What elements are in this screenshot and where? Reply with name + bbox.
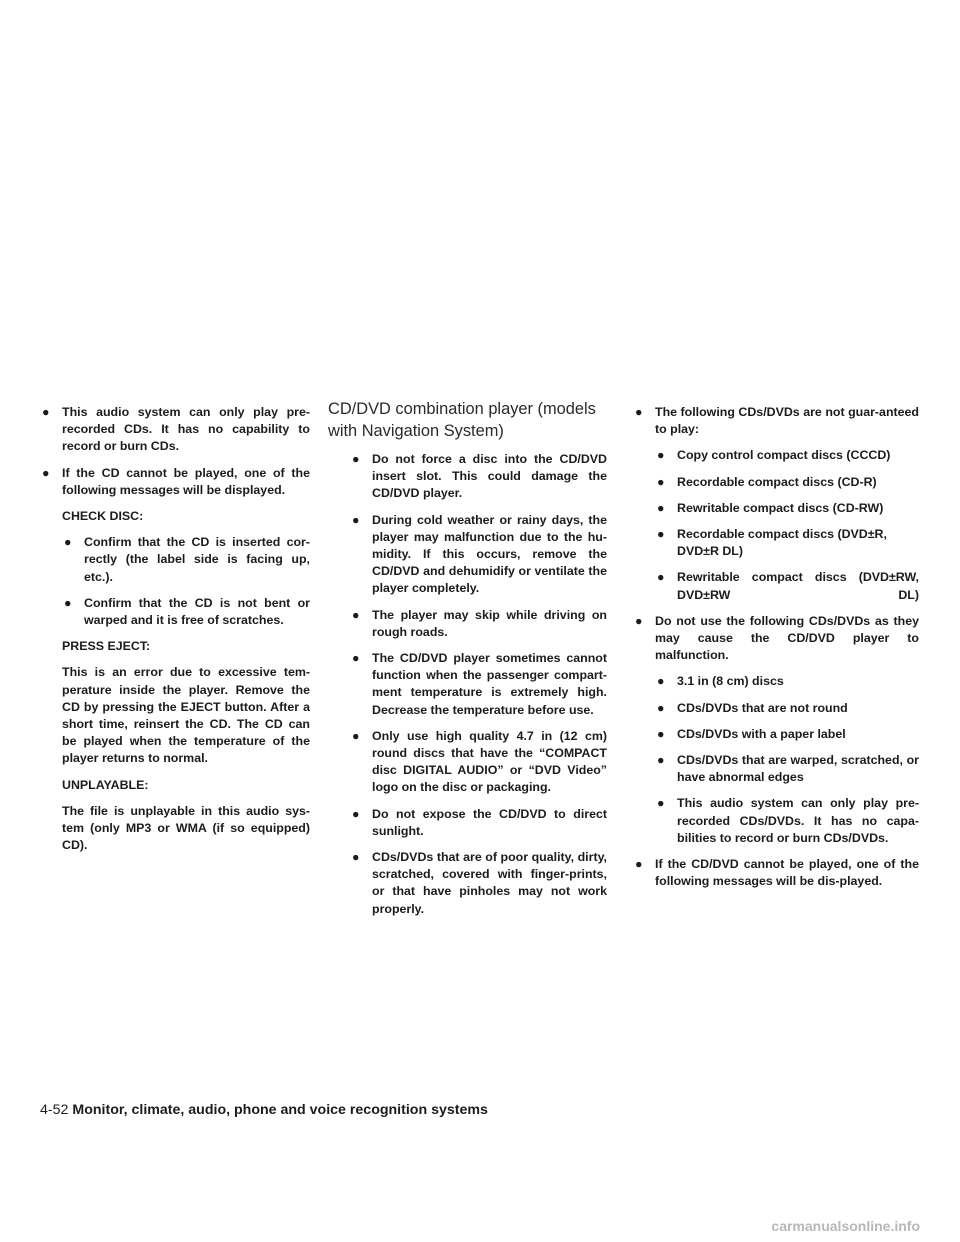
press-eject-text: This is an error due to excessive tem-perature inside the player. Remove the CD by pressing the EJECT button. After a short time, reinsert the CD. The CD can be played when the temperature of the player returns to normal. bbox=[62, 665, 310, 766]
sub-bullet-item bbox=[633, 526, 919, 560]
bullet-icon: ● bbox=[64, 595, 72, 610]
bullet-icon: ● bbox=[635, 405, 643, 419]
bullet-text: Do not expose the CD/DVD to direct sunlight. bbox=[372, 806, 607, 838]
bullet-text: Recordable compact discs (CD-R) bbox=[677, 474, 877, 489]
bullet-text: During cold weather or rainy days, the player may malfunction due to the hu-midity. If this occurs, remove the CD/DVD and dehumidify or ventilate the player completely. bbox=[372, 512, 607, 596]
bullet-text: CDs/DVDs that are of poor quality, dirty, scratched, covered with finger-prints, or that have pinholes may not work properly. bbox=[372, 850, 607, 916]
bullet-text: Only use high quality 4.7 in (12 cm) round discs that have the “COMPACT disc DIGITAL AUDIO” or “DVD Video” logo on the disc or packaging. bbox=[372, 728, 607, 795]
bullet-icon: ● bbox=[635, 857, 643, 872]
section-heading: CD/DVD combination player (models with Navigation System) bbox=[328, 400, 596, 440]
bullet-text: Confirm that the CD is not bent or warped and it is free of scratches. bbox=[84, 595, 310, 628]
bullet-text: Confirm that the CD is inserted cor-rectly (the label side is facing up, etc.). bbox=[84, 535, 310, 584]
bullet-item bbox=[328, 607, 607, 641]
bullet-icon: ● bbox=[635, 613, 643, 628]
bullet-icon: ● bbox=[64, 535, 72, 550]
bullet-item bbox=[328, 849, 607, 918]
sub-bullet-item bbox=[633, 474, 919, 491]
bullet-text: Rewritable compact discs (DVD±RW, DVD±RW DL) bbox=[677, 570, 919, 602]
bullet-icon: ● bbox=[352, 806, 360, 821]
bullet-text: The CD/DVD player sometimes cannot function when the passenger compart-ment temperature is extremely high. Decrease the temperature before use. bbox=[372, 651, 607, 717]
bullet-item bbox=[328, 728, 607, 797]
column-middle bbox=[328, 400, 607, 927]
bullet-icon: ● bbox=[352, 651, 360, 666]
bullet-text: The following CDs/DVDs are not guar-anteed to play: bbox=[655, 405, 919, 437]
bullet-icon: ● bbox=[42, 465, 50, 480]
bullet-icon: ● bbox=[657, 700, 665, 715]
bullet-icon: ● bbox=[657, 570, 665, 585]
sub-bullet-item bbox=[633, 700, 919, 717]
bullet-text: The player may skip while driving on rough roads. bbox=[372, 607, 607, 639]
sub-bullet-item bbox=[633, 795, 919, 847]
sub-bullet-item bbox=[40, 595, 310, 629]
bullet-icon: ● bbox=[657, 796, 665, 811]
bullet-text: Copy control compact discs (CCCD) bbox=[677, 448, 891, 463]
bullet-icon: ● bbox=[352, 452, 360, 466]
bullet-text: Rewritable compact discs (CD-RW) bbox=[677, 500, 884, 515]
watermark: carmanualsonline.info bbox=[771, 1218, 920, 1234]
bullet-item bbox=[328, 512, 607, 598]
sub-bullet-item bbox=[633, 752, 919, 786]
bullet-text: Recordable compact discs (DVD±R, DVD±R DL) bbox=[677, 527, 887, 559]
bullet-icon: ● bbox=[657, 726, 665, 741]
bullet-text: This audio system can only play pre-recorded CDs/DVDs. It has no capa-bilities to record or burn CDs/DVDs. bbox=[677, 796, 919, 845]
bullet-item bbox=[328, 806, 607, 840]
bullet-icon: ● bbox=[352, 512, 360, 527]
sub-bullet-item bbox=[633, 726, 919, 743]
check-disc-heading: CHECK DISC: bbox=[62, 509, 144, 524]
bullet-icon: ● bbox=[657, 753, 665, 768]
sub-bullet-item bbox=[40, 534, 310, 586]
bullet-text: If the CD/DVD cannot be played, one of the following messages will be dis-played. bbox=[655, 857, 919, 889]
press-eject-heading: PRESS EJECT: bbox=[62, 639, 151, 654]
sub-bullet-item bbox=[633, 447, 919, 464]
column-left bbox=[40, 404, 310, 863]
sub-bullet-item bbox=[633, 673, 919, 690]
bullet-icon: ● bbox=[42, 405, 50, 419]
bullet-text: 3.1 in (8 cm) discs bbox=[677, 674, 784, 689]
sub-bullet-item bbox=[633, 569, 919, 603]
bullet-icon: ● bbox=[657, 500, 665, 515]
bullet-icon: ● bbox=[657, 527, 665, 542]
unplayable-heading: UNPLAYABLE: bbox=[62, 777, 149, 792]
bullet-item bbox=[328, 451, 607, 503]
column-right bbox=[633, 404, 919, 899]
bullet-text: Do not force a disc into the CD/DVD insert slot. This could damage the CD/DVD player. bbox=[372, 452, 607, 501]
bullet-icon: ● bbox=[352, 850, 360, 865]
bullet-icon: ● bbox=[657, 448, 665, 463]
footer-title: Monitor, climate, audio, phone and voice recognition systems bbox=[72, 1102, 488, 1118]
bullet-icon: ● bbox=[352, 607, 360, 622]
bullet-icon: ● bbox=[657, 674, 665, 689]
bullet-text: CDs/DVDs with a paper label bbox=[677, 726, 846, 741]
bullet-item bbox=[633, 613, 919, 665]
page-footer bbox=[40, 1102, 488, 1118]
bullet-icon: ● bbox=[657, 474, 665, 489]
bullet-item bbox=[40, 404, 310, 456]
bullet-text: This audio system can only play pre-recorded CDs. It has no capability to record or burn CDs. bbox=[62, 405, 310, 454]
bullet-item bbox=[633, 856, 919, 890]
bullet-item bbox=[633, 404, 919, 438]
bullet-text: If the CD cannot be played, one of the following messages will be displayed. bbox=[62, 465, 310, 497]
bullet-text: CDs/DVDs that are not round bbox=[677, 700, 848, 715]
bullet-text: Do not use the following CDs/DVDs as they may cause the CD/DVD player to malfunction. bbox=[655, 613, 919, 663]
bullet-item bbox=[328, 650, 607, 719]
bullet-icon: ● bbox=[352, 728, 360, 743]
page-number: 4-52 bbox=[40, 1102, 69, 1118]
sub-bullet-item bbox=[633, 500, 919, 517]
bullet-item bbox=[40, 465, 310, 499]
bullet-text: CDs/DVDs that are warped, scratched, or have abnormal edges bbox=[677, 753, 919, 785]
unplayable-text: The file is unplayable in this audio sys-tem (only MP3 or WMA (if so equipped) CD). bbox=[62, 803, 310, 853]
